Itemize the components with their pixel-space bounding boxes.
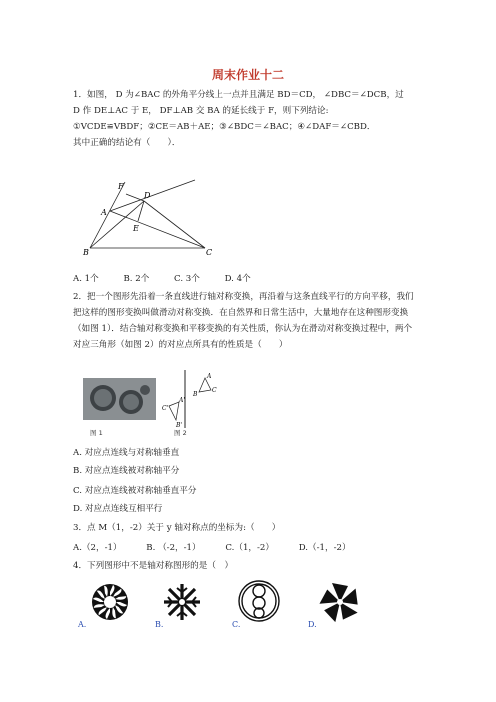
label-d: D [144, 191, 151, 200]
q2-option-b[interactable]: B. 对应点连线被对称轴平分 [73, 466, 180, 476]
q1-line4: 其中正确的结论有（ ）． [73, 138, 181, 148]
label-b: B [83, 248, 89, 257]
label-e: E [133, 224, 139, 233]
q2-option-a[interactable]: A. 对应点连线与对称轴垂直 [73, 448, 180, 458]
label-f: F [118, 182, 124, 191]
q3-option-c[interactable]: C.（1，-2） [225, 543, 274, 553]
q3-option-a[interactable]: A.（2，-1） [73, 543, 122, 553]
q1-option-d[interactable]: D. 4个 [224, 274, 251, 284]
q1-line1: 1．如图， D 为∠BAC 的外角平分线上一点并且满足 BD＝CD， ∠DBC＝∠DCB，过 [73, 90, 404, 100]
q1-geometry-figure [80, 176, 240, 258]
q4-label-d[interactable]: D. [308, 620, 317, 629]
label-b-prime: B' [176, 422, 183, 429]
q1-line3: ①VCDE≌VBDF；②CE＝AB＋AE；③∠BDC＝∠BAC；④∠DAF＝∠CBD． [73, 122, 376, 132]
q2-line1: 2．把一个图形先沿着一条直线进行轴对称变换，再沿着与这条直线平行的方向平移，我们 [73, 292, 414, 302]
fig1-photo-footprints [83, 378, 156, 420]
label-a-prime: A' [179, 397, 185, 404]
q4-figure-c-circles [238, 578, 280, 624]
fig2-glide-reflection [162, 370, 225, 432]
q2-option-d[interactable]: D. 对应点连线互相平行 [73, 504, 163, 514]
triangle-abc-prime [169, 402, 179, 420]
label-a: A [207, 373, 212, 380]
q3-stem: 3．点 M（1，-2）关于 y 轴对称点的坐标为:（ ） [73, 523, 281, 533]
label-c: C [212, 387, 217, 394]
q1-line2: D 作 DE⊥AC 于 E， DF⊥AB 交 BA 的延长线于 F，则下列结论: [73, 106, 329, 116]
q3-option-b[interactable]: B. （-2，-1） [146, 543, 201, 553]
q4-label-a[interactable]: A. [78, 620, 87, 629]
label-a: A [101, 208, 107, 217]
segment-df [126, 194, 144, 201]
label-b: B [193, 391, 198, 398]
q2-line3: （如图 1）．结合轴对称变换和平移变换的有关性质，你认为在滑动对称变换过程中，两个 [73, 324, 413, 334]
q1-option-c[interactable]: C. 3个 [174, 274, 200, 284]
q4-stem: 4．下列图形中不是轴对称图形的是（ ） [73, 561, 234, 571]
label-c-prime: C' [162, 405, 169, 412]
q2-option-c[interactable]: C. 对应点连线被对称轴垂直平分 [73, 486, 197, 496]
segment-ac [110, 211, 205, 248]
label-c: C [206, 248, 213, 257]
q3-option-d[interactable]: D.（-1，-2） [298, 543, 351, 553]
fig2-caption: 图 2 [174, 429, 187, 437]
q1-option-b[interactable]: B. 2个 [123, 274, 150, 284]
q4-figure-d-pinwheel [318, 580, 362, 624]
triangle-abc [199, 378, 211, 392]
q1-option-a[interactable]: A. 1个 [73, 274, 99, 284]
q4-label-b[interactable]: B. [155, 620, 164, 629]
page-title: 周末作业十二 [211, 68, 284, 82]
q2-line4: 对应三角形（如图 2）的对应点所具有的性质是（ ） [73, 340, 288, 350]
q4-label-c[interactable]: C. [232, 620, 241, 629]
segment-dc [144, 201, 205, 248]
q4-figure-a-swirl [90, 582, 130, 622]
q3-options [73, 541, 373, 553]
q2-line2: 把这样的图形变换叫做滑动对称变换．在自然界和日常生活中，大量地存在这种图形变换 [73, 308, 409, 318]
q1-options [73, 272, 273, 284]
fig1-caption: 图 1 [90, 429, 103, 437]
q4-figure-b-snowflake [162, 582, 202, 622]
